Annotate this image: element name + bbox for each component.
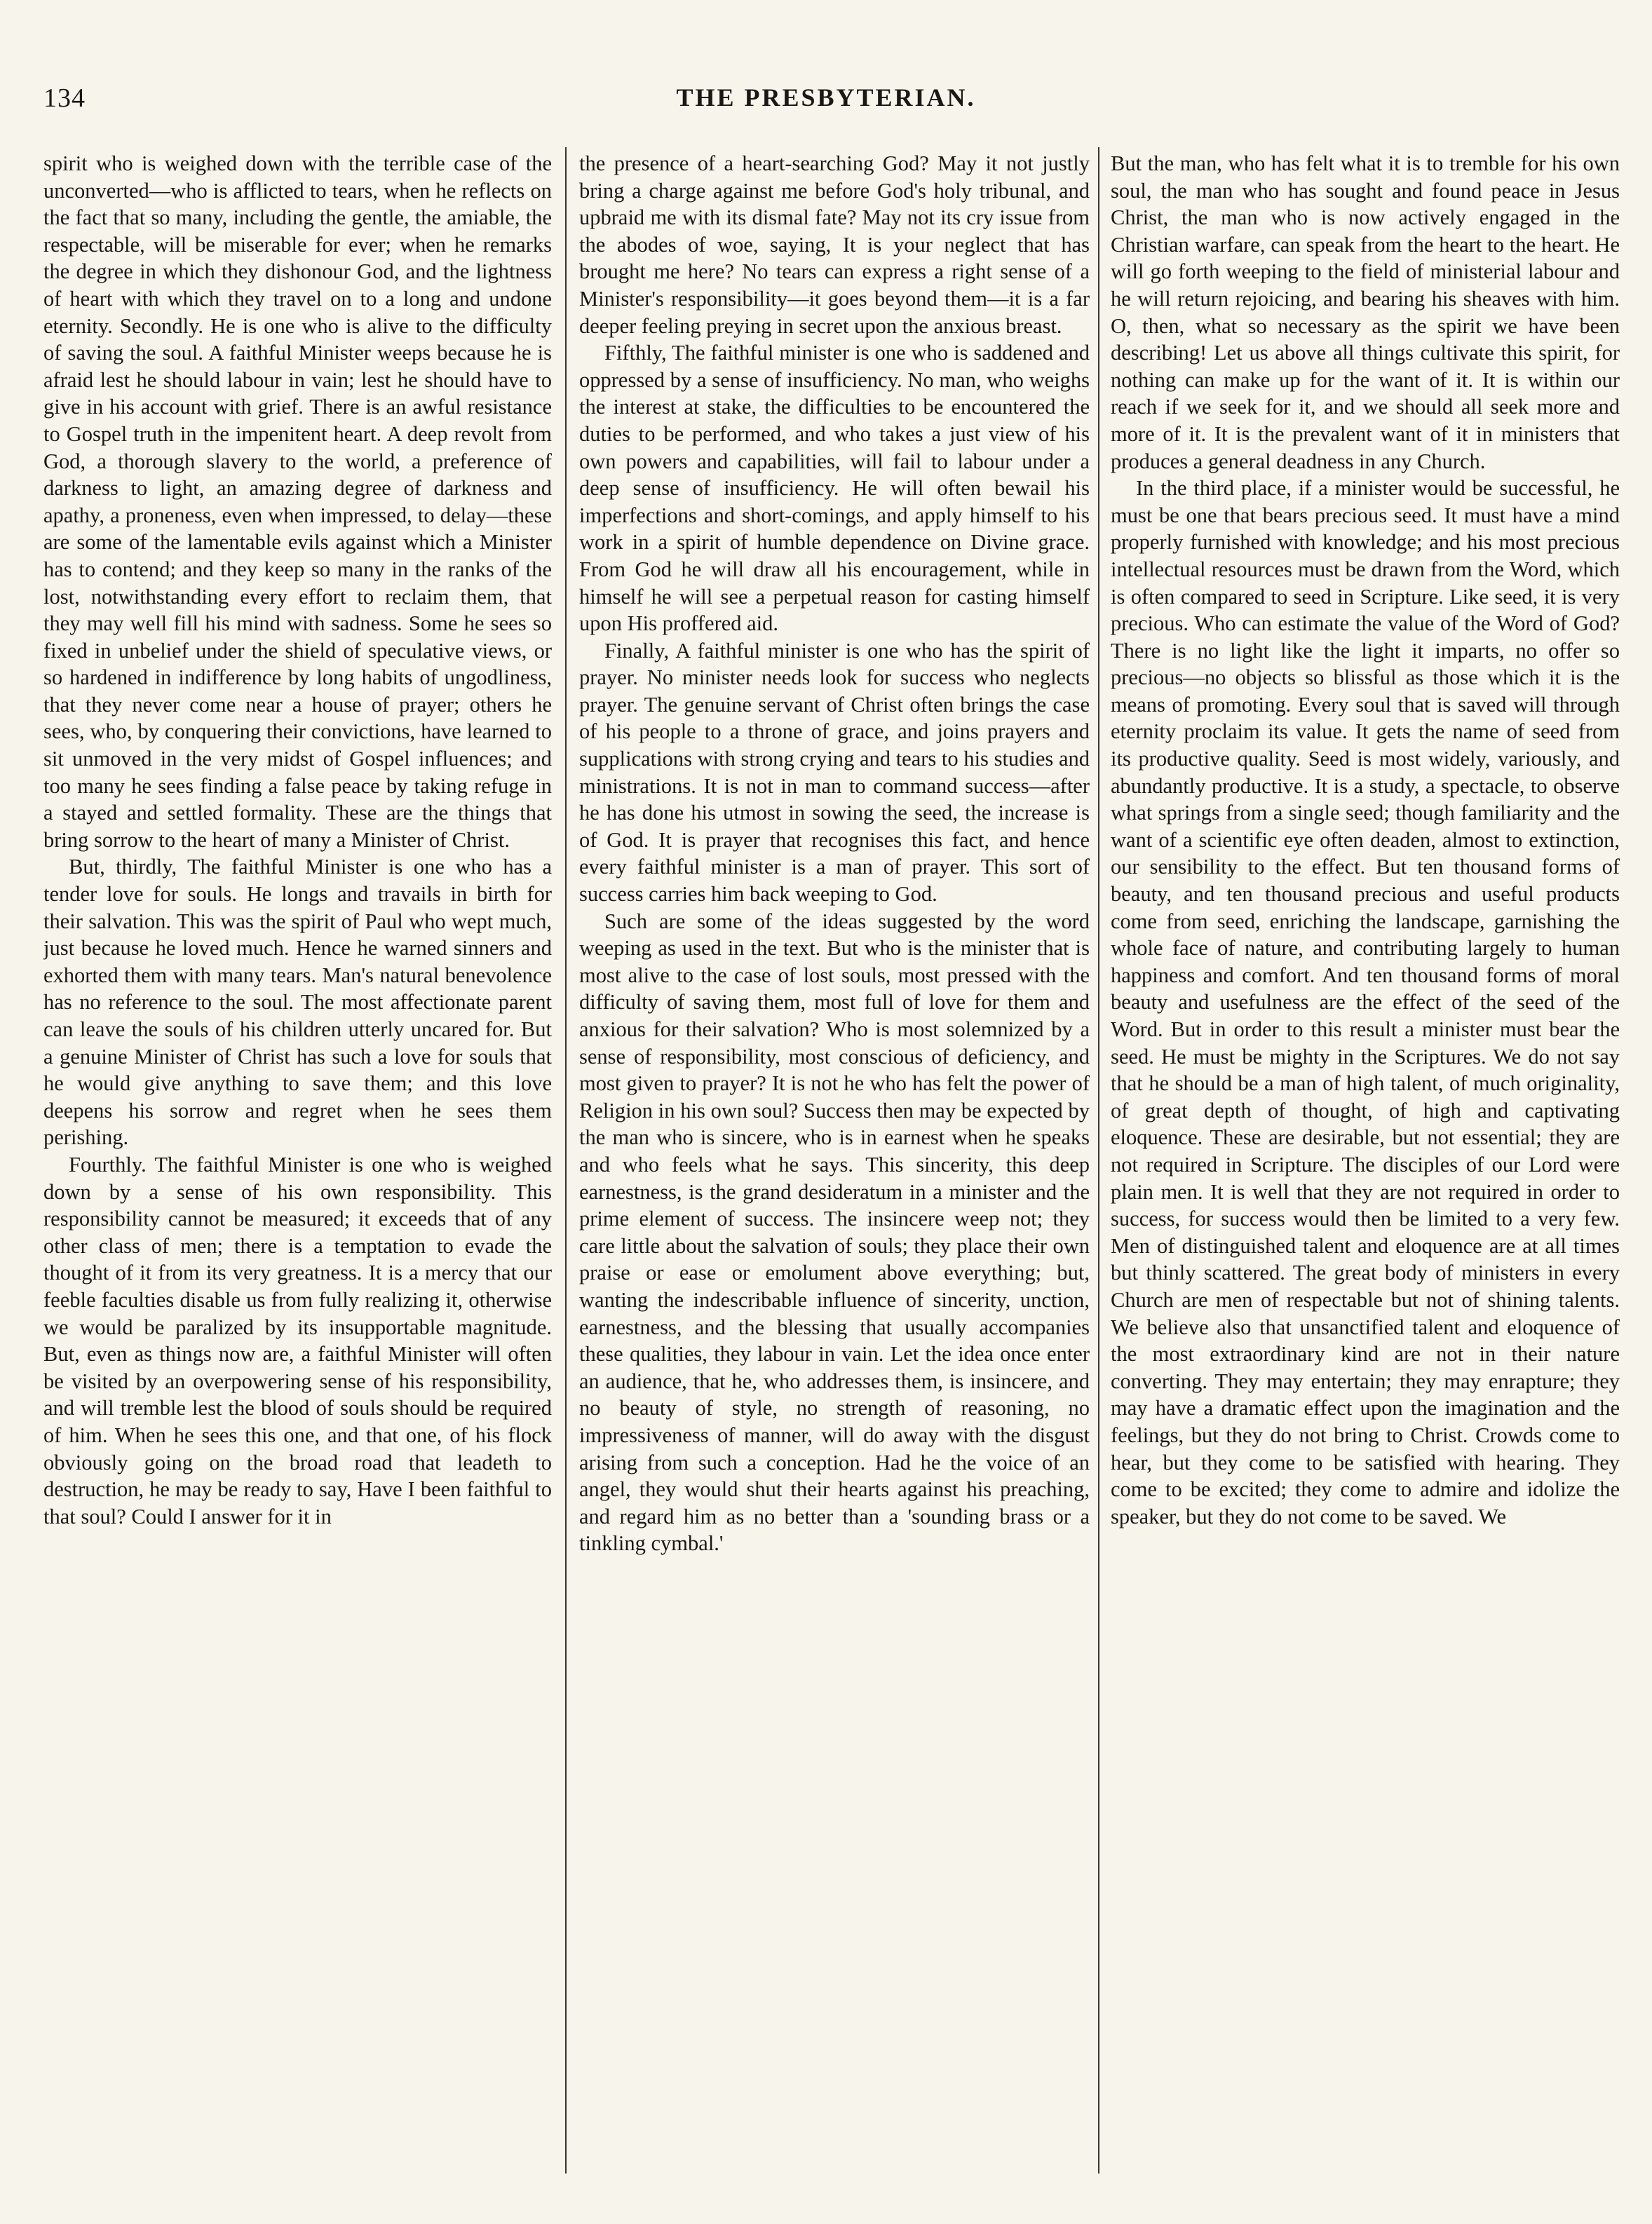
column-divider	[1098, 147, 1099, 2174]
running-title: THE PRESBYTERIAN.	[676, 83, 976, 111]
column-divider	[565, 147, 567, 2174]
text-column-1	[43, 150, 552, 2183]
paragraph: But the man, who has felt what it is to tremble for his own soul, the man who has sought and found peace in Jesus Christ, the man who is now actively engaged in the Christian warfare, can speak from the heart to the heart. He will go forth weeping to the field of ministerial labour and he will return rejoicing, and bearing his sheaves with him. O, then, what so necessary as the spirit we have been describing! Let us above all things cultivate this spirit, for nothing can make up for the want of it. It is within our reach if we seek for it, and we should all seek more and more of it. It is the prevalent want of it in ministers that produces a general deadness in any Church.	[1111, 151, 1620, 473]
paragraph: But, thirdly, The faithful Minister is one who has a tender love for souls. He longs and travails in birth for their salvation. This was the spirit of Paul who wept much, just because he loved much. Hence he warned sinners and exhorted them with many tears. Man's natural benevolence has no reference to the soul. The most affectionate parent can leave the souls of his children utterly uncared for. But a genuine Minister of Christ has such a love for souls that he would give anything to save them; and this love deepens his sorrow and regret when he sees them perishing.	[43, 855, 552, 1150]
text-column-3	[1111, 150, 1620, 2183]
paragraph: the presence of a heart-searching God? May it not justly bring a charge against me before God's holy tribunal, and upbraid me with its dismal fate? May not its cry issue from the abodes of woe, saying, It is your neglect that has brought me here? No tears can express a right sense of a Minister's responsibility—it goes beyond them—it is a far deeper feeling preying in secret upon the anxious breast.	[579, 151, 1090, 338]
paragraph: Such are some of the ideas suggested by the word weeping as used in the text. But who is the minister that is most alive to the case of lost souls, most pressed with the difficulty of saving them, most full of love for them and anxious for their salvation? Who is most solemnized by a sense of responsibility, most conscious of deficiency, and most given to prayer? It is not he who has felt the power of Religion in his own soul? Success then may be expected by the man who is sincere, who is in earnest when he speaks and who feels what he says. This sincerity, this deep earnestness, is the grand desideratum in a minister and the prime element of success. The insincere weep not; they care little about the salvation of souls; they place their own praise or ease or emolument above everything; but, wanting the indescribable influence of sincerity, unction, earnestness, and the blessing that usually accompanies these qualities, they labour in vain. Let the idea once enter an audience, that he, who addresses them, is insincere, and no beauty of style, no strength of reasoning, no impressiveness of manner, will do away with the disgust arising from such a conception. Had he the voice of an angel, they would shut their hearts against his preaching, and regard him as no better than a 'sounding brass or a tinkling cymbal.'	[579, 909, 1090, 1556]
page-header	[43, 83, 1609, 125]
paragraph: Fourthly. The faithful Minister is one who is weighed down by a sense of his own responsibility. This responsibility cannot be measured; it exceeds that of any other class of men; there is a temptation to evade the thought of it from its very greatness. It is a mercy that our feeble faculties disable us from fully realizing it, otherwise we would be paralized by its insupportable magnitude. But, even as things now are, a faithful Minister will often be visited by an overpowering sense of his responsibility, and will tremble lest the blood of souls should be required of him. When he sees this one, and that one, of his flock obviously going on the broad road that leadeth to destruction, he may be ready to say, Have I been faithful to that soul? Could I answer for it in	[43, 1152, 552, 1528]
page-number: 134	[43, 83, 86, 113]
paragraph: spirit who is weighed down with the terrible case of the unconverted—who is afflicted to tears, when he reflects on the fact that so many, including the gentle, the amiable, the respectable, will be miserable for ever; when he remarks the degree in which they dishonour God, and the lightness of heart with which they travel on to a long and undone eternity. Secondly. He is one who is alive to the difficulty of saving the soul. A faithful Minister weeps because he is afraid lest he should labour in vain; lest he should have to give in his account with grief. There is an awful resistance to Gospel truth in the impenitent heart. A deep revolt from God, a thorough slavery to the world, a preference of darkness to light, an amazing degree of darkness and apathy, a proneness, even when impressed, to delay—these are some of the lamentable evils against which a Minister has to contend; and they keep so many in the ranks of the lost, notwithstanding every effort to reclaim them, that they may well fill his mind with sadness. Some he sees so fixed in unbelief under the shield of speculative views, or so hardened in indifference by long habits of ungodliness, that they never come near a house of prayer; others he sees, who, by conquering their convictions, have learned to sit unmoved in the very midst of Gospel influences; and too many he sees finding a false peace by taking refuge in a stayed and settled formality. These are the things that bring sorrow to the heart of many a Minister of Christ.	[43, 151, 552, 852]
paragraph: Fifthly, The faithful minister is one who is saddened and oppressed by a sense of insufficiency. No man, who weighs the interest at stake, the difficulties to be encountered the duties to be performed, and who takes a just view of his own powers and capabilities, will fail to labour under a deep sense of insufficiency. He will often bewail his imperfections and short-comings, and apply himself to his work in a spirit of humble dependence on Divine grace. From God he will draw all his encouragement, while in himself he will see a perpetual reason for casting himself upon His proffered aid.	[579, 341, 1090, 636]
paragraph: Finally, A faithful minister is one who has the spirit of prayer. No minister needs look for success who neglects prayer. The genuine servant of Christ often brings the case of his people to a throne of grace, and joins prayers and supplications with strong crying and tears to his studies and ministrations. It is not in man to command success—after he has done his utmost in sowing the seed, the increase is of God. It is prayer that recognises this fact, and hence every faithful minister is a man of prayer. This sort of success carries him back weeping to God.	[579, 638, 1090, 907]
text-column-2	[579, 150, 1090, 2183]
paragraph: In the third place, if a minister would be successful, he must be one that bears precious seed. It must have a mind properly furnished with knowledge; and his most precious intellectual resources must be drawn from the Word, which is often compared to seed in Scripture. Like seed, it is very precious. Who can estimate the value of the Word of God? There is no light like the light it imparts, no offer so precious—no objects so blissful as those which it is the means of promoting. Every soul that is saved will through eternity proclaim its value. It gets the name of seed from its productive quality. Seed is most widely, variously, and abundantly productive. It is a study, a spectacle, to observe what springs from a single seed; though familiarity and the want of a scientific eye often deaden, almost to extinction, our sensibility to the effect. But ten thousand forms of beauty, and ten thousand precious and useful products come from seed, enriching the landscape, garnishing the whole face of nature, and contributing largely to human happiness and comfort. And ten thousand forms of moral beauty and usefulness are the effect of the seed of the Word. But in order to this result a minister must bear the seed. He must be mighty in the Scriptures. We do not say that he should be a man of high talent, of much originality, of great depth of thought, of high and captivating eloquence. These are desirable, but not essential; they are not required in Scripture. The disciples of our Lord were plain men. It is well that they are not required in order to success, for success would then be limited to a very few. Men of distinguished talent and eloquence are at all times but thinly scattered. The great body of ministers in every Church are men of respectable but not of shining talents. We believe also that unsanctified talent and eloquence of the most extraordinary kind are not in their nature converting. They may entertain; they may enrapture; they may have a dramatic effect upon the imagination and the feelings, but they do not bring to Christ. Crowds come to hear, but they come to be satisfied with hearing. They come to be excited; they come to admire and idolize the speaker, but they do not come to be saved. We	[1111, 476, 1620, 1528]
